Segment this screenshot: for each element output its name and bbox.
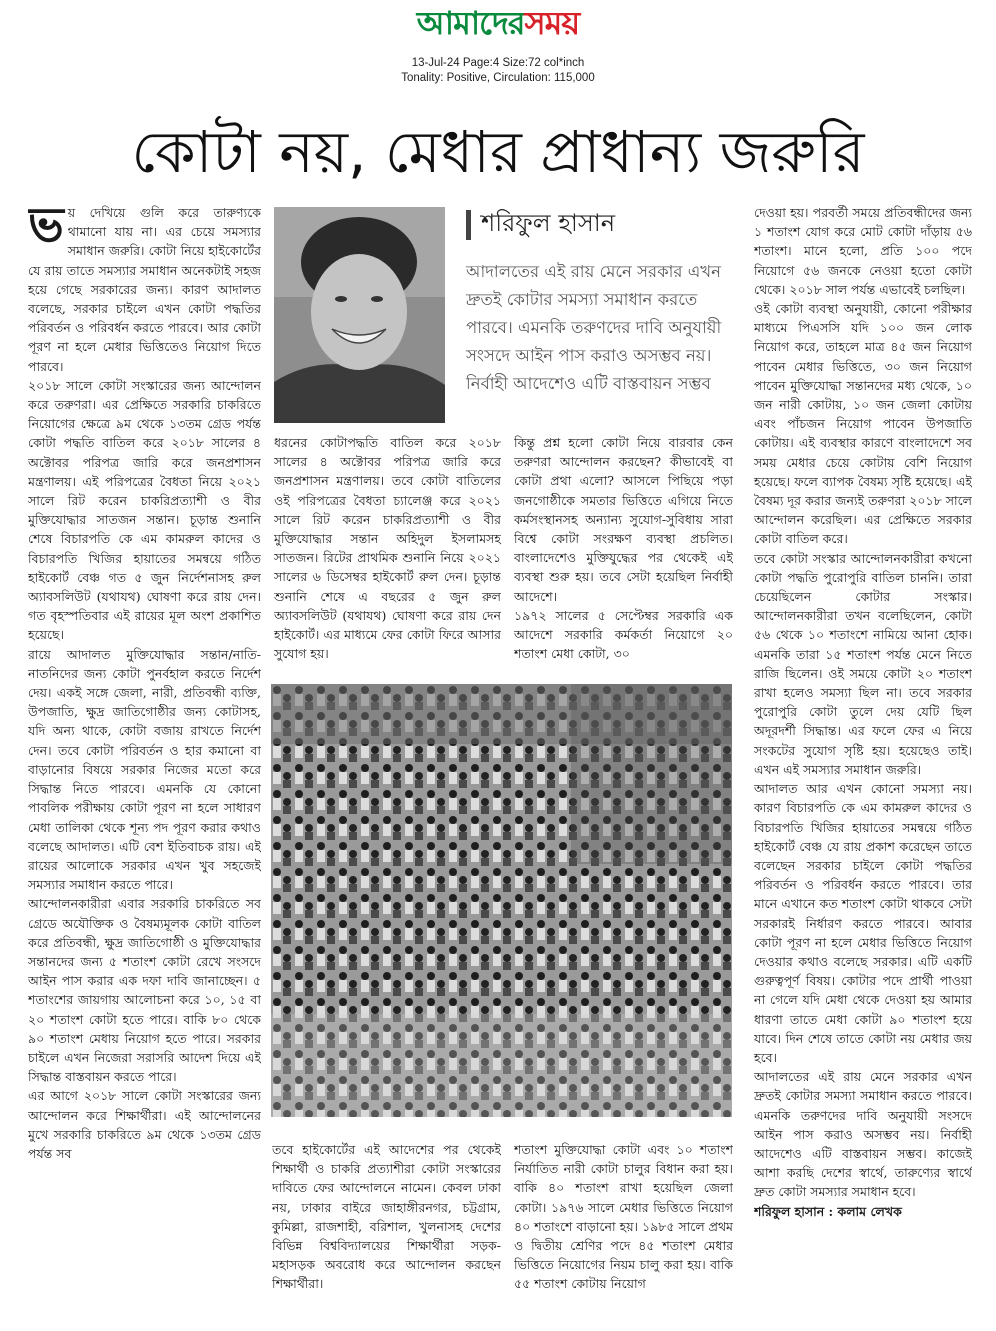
byline-bar <box>466 210 471 240</box>
article-paragraph: ওই কোটা ব্যবস্থা অনুযায়ী, কোনো পরীক্ষার মাধ্যমে পিএসসি যদি ১০০ জন লোক নিয়োগ করে, তাহলে মাত্র ৪৫ জন নিয়োগ পাবেন মেধার ভিত্তিতে, ৩০ জন নিয়োগ পাবেন মুক্তিযোদ্ধা সন্তানদের মধ্য থেকে, ১০ জন নারী কোটায়, ১০ জন জেলা কোটায় এবং পাঁচজন নিয়োগ পাবেন উপজাতি কোটায়। এই ব্যবস্থার কারণে বাংলাদেশে সব সময় মেধার চেয়ে কোটায় বেশি নিয়োগ হয়েছে। ফলে ব্যাপক বৈষম্য সৃষ্টি হয়েছে। এই বৈষম্য দূর করার জন্যই তরুণরা ২০১৮ সালে আন্দোলন করেছিল। এর প্রেক্ষিতে সরকার কোটা বাতিল করে। <box>754 301 972 547</box>
article-column-3-bottom <box>514 1140 733 1315</box>
article-paragraph: ১৯৭২ সালের ৫ সেপ্টেম্বর সরকারি এক আদেশে সরকারি কর্মকর্তা নিয়োগে ২০ শতাংশ মেধা কোটা, ৩০ <box>514 607 733 662</box>
article-paragraph: এর আগে ২০১৮ সালে কোটা সংস্কারের জন্য আন্দোলন করে শিক্ষার্থীরা। এই আন্দোলনের মুখে সরকারি চাকরিতে ৯ম থেকে ১৩তম গ্রেড পর্যন্ত সব <box>28 1088 261 1161</box>
masthead <box>0 0 996 50</box>
article-paragraph: শতাংশ মুক্তিযোদ্ধা কোটা এবং ১০ শতাংশ নির্যাতিত নারী কোটা চালুর বিধান করা হয়। বাকি ৪০ শতাংশ রাখা হয়েছিল জেলা কোটা। ১৯৭৬ সালে মেধার ভিত্তিতে নিয়োগ ৪০ শতাংশে বাড়ানো হয়। ১৯৮৫ সালে প্রথম ও দ্বিতীয় শ্রেণির পদে ৪৫ শতাংশ মেধার ভিত্তিতে নিয়োগের নিয়ম চালু করা হয়। বাকি ৫৫ শতাংশ কোটায় নিয়োগ <box>514 1142 733 1292</box>
article-paragraph: ২০১৮ সালে কোটা সংস্কারের জন্য আন্দোলন করে তরুণরা। এর প্রেক্ষিতে সরকারি চাকরিতে নিয়োগের ক্ষেত্রে ৯ম থেকে ১৩তম গ্রেড পর্যন্ত কোটা পদ্ধতি বাতিল করে ২০১৮ সালের ৪ অক্টোবর পরিপত্র জারি করে জনপ্রশাসন মন্ত্রণালয়। এই পরিপত্রের বৈধতা নিয়ে ২০২১ সালে রিট করেন চাকরিপ্রত্যাশী ও বীর মুক্তিযোদ্ধার সাতজন সন্তান। চূড়ান্ত শুনানি শেষে বিচারপতি কে এম কামরুল কাদের ও বিচারপতি খিজির হায়াতের সমন্বয়ে গঠিত হাইকোর্ট বেঞ্চ গত ৫ জুন নির্দেশনাসহ রুল অ্যাবসলিউট (যথাযথ) ঘোষণা করে রায় দেন। গত বৃহস্পতিবার এই রায়ের মূল অংশ প্রকাশিত হয়েছে। <box>28 377 261 643</box>
article-column-3-top <box>514 433 733 669</box>
logo-text-part1: আমাদের <box>416 4 525 42</box>
author-portrait-image <box>274 207 445 423</box>
article-paragraph: আন্দোলনকারীরা এবার সরকারি চাকরিতে সব গ্রেডে অযৌক্তিক ও বৈষম্যমূলক কোটা বাতিল করে প্রতিবন্ধী, ক্ষুদ্র জাতিগোষ্ঠী ও মুক্তিযোদ্ধার সন্তানদের জন্য ৫ শতাংশ কোটা রেখে সংসদে আইন পাস করার এক দফা দাবি জানাচ্ছেন। ৫ শতাংশের জায়গায় আলোচনা করে ১০, ১৫ বা ২০ শতাংশ কোটা হতে পারে। বাকি ৮০ থেকে ৯০ শতাংশ মেধায় নিয়োগ হতে পারে। সরকার চাইলে এখন নিজেরা সরাসরি আদেশ দিয়ে এই সিদ্ধান্ত বাস্তবায়ন করতে পারে। <box>28 896 261 1085</box>
article-paragraph: ধরনের কোটাপদ্ধতি বাতিল করে ২০১৮ সালের ৪ অক্টোবর পরিপত্র জারি করে জনপ্রশাসন মন্ত্রণালয়। তবে কোটা বাতিলের ওই পরিপত্রের বৈধতা চ্যালেঞ্জ করে ২০২১ সালে রিট করেন চাকরিপ্রত্যাশী ও বীর মুক্তিযোদ্ধার সন্তান অহিদুল ইসলামসহ সাতজন। রিটের প্রাথমিক শুনানি নিয়ে ২০২১ সালের ৬ ডিসেম্বর হাইকোর্ট রুল দেন। চূড়ান্ত শুনানি শেষে এ বছরের ৫ জুন রুল অ্যাবসলিউট (যথাযথ) ঘোষণা করে রায় দেন হাইকোর্ট। এর মাধ্যমে ফের কোটা ফিরে আসার সুযোগ হয়। <box>274 435 501 662</box>
article-headline: কোটা নয়, মেধার প্রাধান্য জরুরি <box>131 118 865 186</box>
article-column-1 <box>28 203 261 1315</box>
clipping-meta-line1: 13-Jul-24 Page:4 Size:72 col*inch <box>411 57 585 69</box>
article-column-2-top <box>274 433 501 669</box>
article-column-2-bottom <box>272 1140 501 1315</box>
protest-crowd-image <box>271 684 732 1117</box>
article-paragraph: রায়ে আদালত মুক্তিযোদ্ধার সন্তান/নাতি-নাতনিদের জন্য কোটা পুনর্বহাল করতে নির্দেশ দেয়। একই সঙ্গে জেলা, নারী, প্রতিবন্ধী ব্যক্তি, উপজাতি, ক্ষুদ্র জাতিগোষ্ঠীর জন্য কোটাসহ, যদি অন্য থাকে, কোটা বজায় রাখতে নির্দেশ দেন। তবে কোটা পরিবর্তন ও হার কমানো বা বাড়ানোর বিষয়ে সরকার নিজের মতো করে সিদ্ধান্ত নিতে পারবে। এমনকি যে কোনো পাবলিক পরীক্ষায় কোটা পূরণ না হলে সাধারণ মেধা তালিকা থেকে শূন্য পদ পূরণ করার কথাও বলেছে আদালত। এটি বেশ ইতিবাচক রায়। এই রায়ের আলোকে সরকার এখন খুব সহজেই সমস্যার সমাধান করতে পারে। <box>28 646 261 893</box>
article-paragraph: দেওয়া হয়। পরবর্তী সময়ে প্রতিবন্ধীদের জন্য ১ শতাংশ যোগ করে মোট কোটা দাঁড়ায় ৫৬ শতাংশ। মানে হলো, প্রতি ১০০ পদে নিয়োগে ৫৬ জনকে নেওয়া হতো কোটা থেকে। ২০১৮ সাল পর্যন্ত এভাবেই চলছিল। <box>754 205 972 297</box>
article-paragraph: আদালতের এই রায় মেনে সরকার এখন দ্রুতই কোটার সমস্যা সমাধান করতে পারবে। এমনকি তরুণদের দাবি অনুযায়ী সংসদে আইন পাস করাও অসম্ভব নয়। নির্বাহী আদেশেও এটি বাস্তবায়ন সম্ভব। কাজেই আশা করছি দেশের স্বার্থে, তারুণ্যের স্বার্থে দ্রুত কোটা সমস্যার সমাধান হবে। <box>754 1069 972 1200</box>
article-paragraph: তবে হাইকোর্টের এই আদেশের পর থেকেই শিক্ষার্থী ও চাকরি প্রত্যাশীরা কোটা সংস্কারের দাবিতে ফের আন্দোলনে নামেন। কেবল ঢাকা নয়, ঢাকার বাইরে জাহাঙ্গীরনগর, চট্টগ্রাম, কুমিল্লা, রাজশাহী, বরিশাল, খুলনাসহ দেশের বিভিন্ন বিশ্ববিদ্যালয়ের শিক্ষার্থীরা সড়ক-মহাসড়ক অবরোধ করে আন্দোলন করছেন শিক্ষার্থীরা। <box>272 1142 501 1292</box>
author-byline <box>466 208 615 242</box>
article-paragraph: আদালত আর এখন কোনো সমস্যা নয়। কারণ বিচারপতি কে এম কামরুল কাদের ও বিচারপতি খিজির হায়াতের সমন্বয়ে গঠিত হাইকোর্ট বেঞ্চ যে রায় প্রকাশ করেছেন তাতে বলেছেন সরকার চাইলে কোটা পদ্ধতির পরিবর্তন ও পরিবর্ধন করতে পারবে। তার মানে এখানে কত শতাংশ কোটা থাকবে সেটা সরকারই নির্ধারণ করতে পারবে। আবার কোটা পূরণ না হলে মেধার ভিত্তিতে নিয়োগ দেওয়ার কথাও বলেছে সরকার। এটি একটি গুরুত্বপূর্ণ বিষয়। কোটার পদে প্রার্থী পাওয়া না গেলে যদি মেধা থেকে দেওয়া হয় আমার ধারণা তাতে মেধা কোটা ৯০ শতাংশ হয়ে যাবে। দিন শেষে তাতে কোটা নয় মেধার জয় হবে। <box>754 781 972 1065</box>
author-name: শরিফুল হাসান <box>481 209 616 237</box>
newspaper-logo <box>417 2 579 44</box>
article-column-4 <box>754 203 972 1315</box>
author-portrait-photo <box>274 207 445 423</box>
clipping-meta <box>0 56 996 86</box>
article-paragraph <box>28 203 261 376</box>
author-signoff: শরিফুল হাসান : কলাম লেখক <box>754 1203 902 1219</box>
article-paragraph: তবে কোটা সংস্কার আন্দোলনকারীরা কখনো কোটা পদ্ধতি পুরোপুরি বাতিল চাননি। তারা চেয়েছিলেন কোটার সংস্কার। আন্দোলনকারীরা তখন বলেছিলেন, কোটা ৫৬ থেকে ১০ শতাংশে নামিয়ে আনা হোক। এমনকি তারা ১৫ শতাংশ পর্যন্ত মেনে নিতে রাজি ছিলেন। ওই সময়ে কোটা ২০ শতাংশ রাখা হলেও সমস্যা ছিল না। তবে সরকার পুরোপুরি কোটা তুলে দেয় যেটি ছিল অদূরদর্শী সিদ্ধান্ত। এর ফলে ফের এ নিয়ে সংকটের সুযোগ সৃষ্টি হয়। হয়েছেও তাই। এখন এই সমস্যার সমাধান জরুরি। <box>754 550 972 777</box>
logo-text-part2: সময় <box>524 4 580 42</box>
clipping-meta-line2: Tonality: Positive, Circulation: 115,000 <box>401 72 595 84</box>
paragraph-text: য় দেখিয়ে গুলি করে তারুণ্যকে থামানো যায় না। এর চেয়ে সমস্যার সমাধান জরুরি। কোটা নিয়ে হাইকোর্টের যে রায় তাতে সমস্যার সমাধান অনেকটাই সহজ হয়ে গেছে সরকারের জন্য। কারণ আদালত বলেছে, সরকার চাইলে এখন কোটা পদ্ধতির পরিবর্তন ও পরিবর্ধন করতে পারবে। আর কোটা পূরণ না হলে মেধার ভিত্তিতেও নিয়োগ দিতে পারবে। <box>28 205 261 374</box>
dropcap-letter: ভ <box>28 203 64 253</box>
protest-crowd-photo <box>271 684 732 1117</box>
pull-quote: আদালতের এই রায় মেনে সরকার এখন দ্রুতই কোটার সমস্যা সমাধান করতে পারবে। এমনকি তরুণদের দাবি অনুযায়ী সংসদে আইন পাস করাও অসম্ভব নয়। নির্বাহী আদেশেও এটি বাস্তবায়ন সম্ভব <box>466 262 722 393</box>
article-paragraph: কিন্তু প্রশ্ন হলো কোটা নিয়ে বারবার কেন তরুণরা আন্দোলন করছেন? কীভাবেই বা কোটা প্রথা এলো? আসলে পিছিয়ে পড়া জনগোষ্ঠীকে সমতার ভিত্তিতে এগিয়ে নিতে কর্মসংস্থানসহ অন্যান্য সুযোগ-সুবিধায় সারা বিশ্বে কোটা সংরক্ষণ ব্যবস্থা প্রচলিত। বাংলাদেশেও মুক্তিযুদ্ধের পর থেকেই এই ব্যবস্থা শুরু হয়। তবে সেটা হয়েছিল নির্বাহী আদেশে। <box>514 435 733 604</box>
